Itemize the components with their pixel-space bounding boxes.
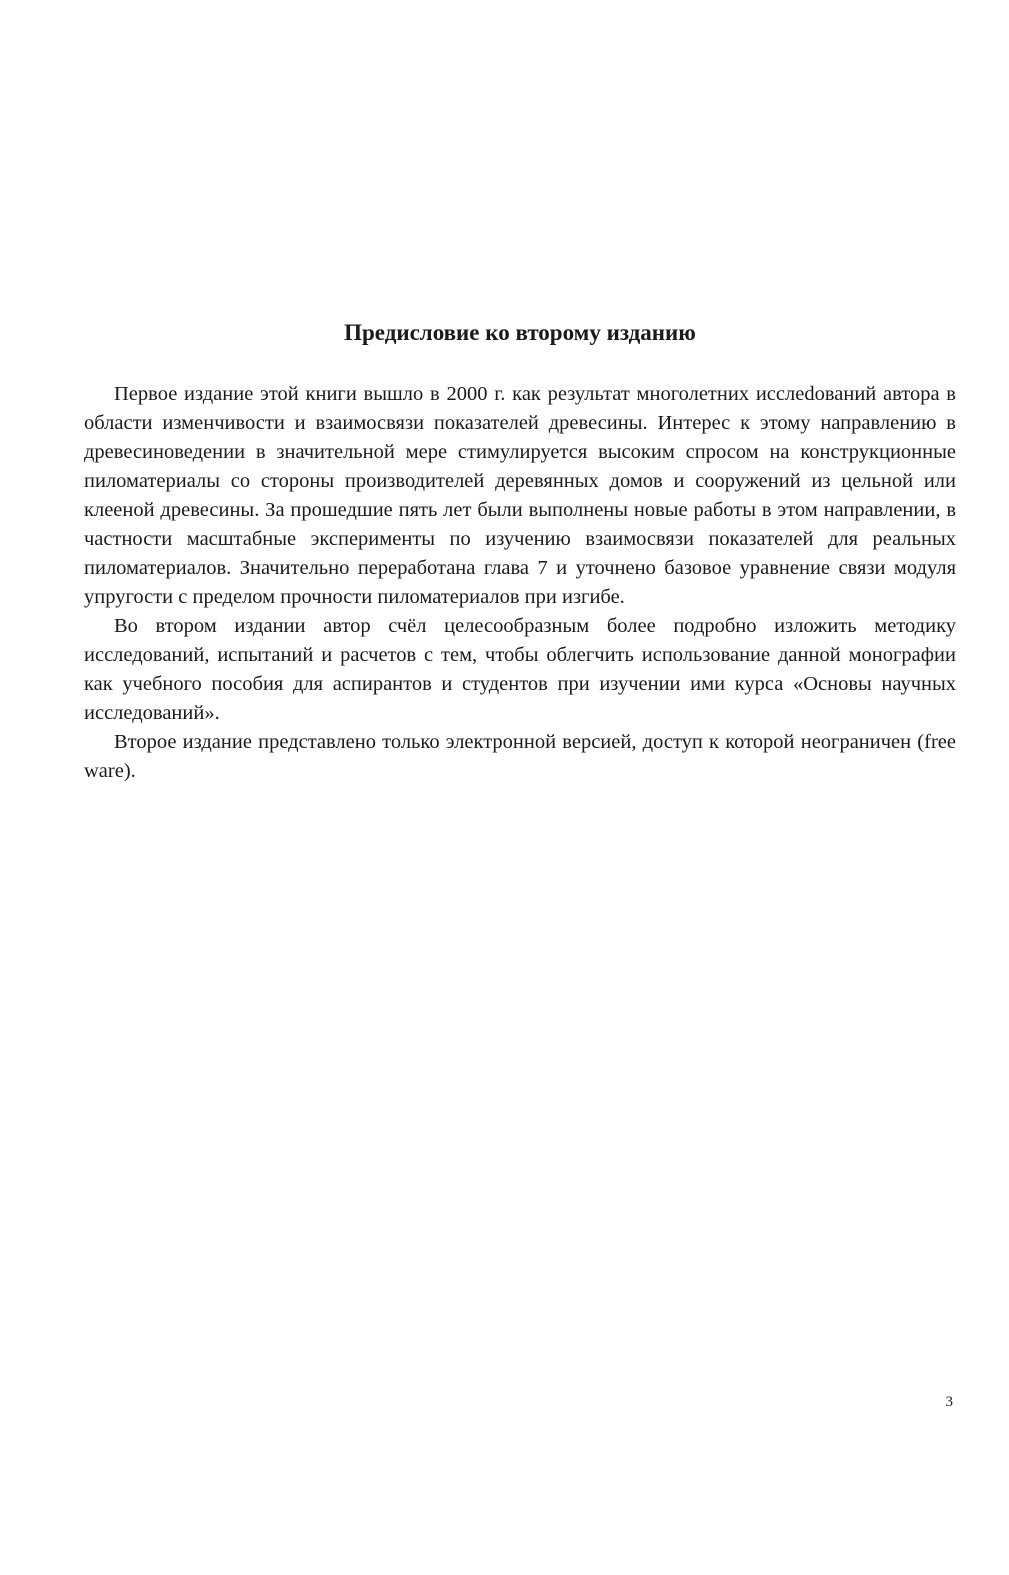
page-title: Предисловие ко второму изданию bbox=[344, 320, 696, 345]
paragraph-3: Второе издание представлено только электронной версией, доступ к которой неограничен (free ware). bbox=[84, 731, 956, 782]
paragraph-1: Первое издание этой книги вышло в 2000 г. как результат многолетних исслеdований автора в области изменчивости и взаимосвязи показателей древесины. Интерес к этому направлению в древесиноведении в значительной мере стимулируется высоким спросом на конструкционные пиломатериалы со стороны производителей деревянных домов и сооружений из цельной или клееной древесины. За прошедшие пять лет были выполнены новые работы в этом направлении, в частности масштабные эксперименты по изучению взаимосвязи показателей для реальных пиломатериалов. Значительно переработана глава 7 и уточнено базовое уравнение связи модуля упругости с пределом прочности пиломатериалов при изгибе. bbox=[84, 383, 956, 608]
page-number: 3 bbox=[945, 1394, 953, 1410]
paragraph-2: Во втором издании автор счёл целесообразным более подробно изложить методику исследований, испытаний и расчетов с тем, чтобы облегчить использование данной монографии как учебного пособия для аспирантов и студентов при изучении ими курса «Основы научных исследований». bbox=[84, 615, 956, 724]
preface-body bbox=[84, 380, 956, 786]
